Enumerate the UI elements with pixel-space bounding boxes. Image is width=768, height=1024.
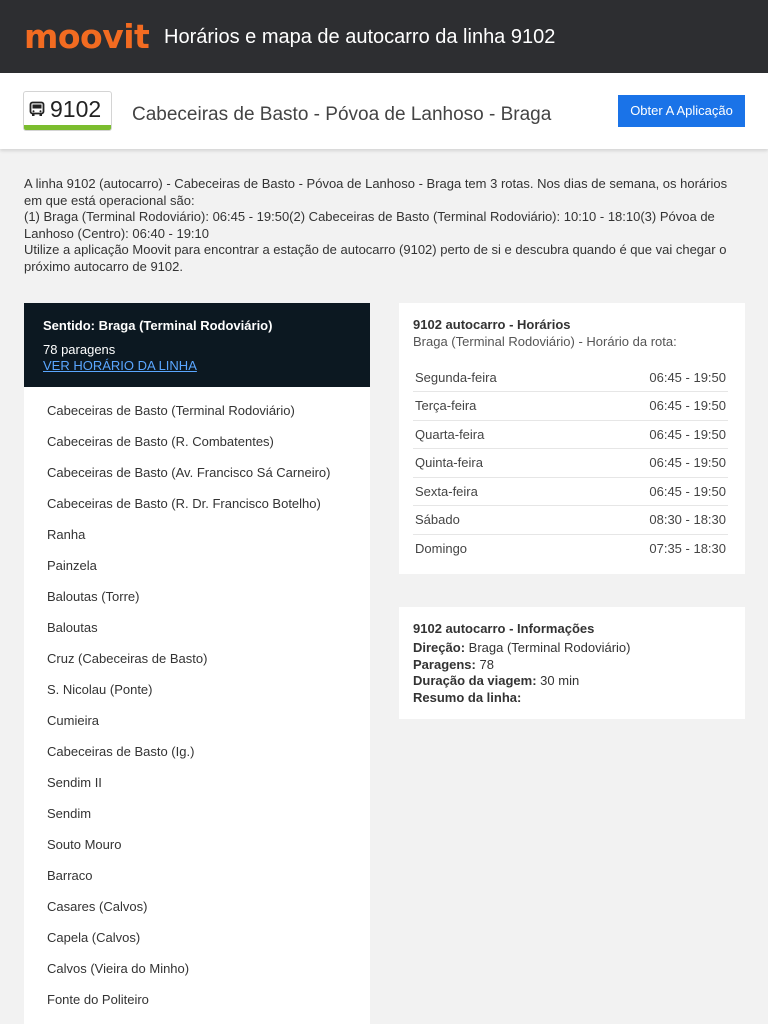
line-description [24,176,748,275]
stop-item[interactable]: Cumieira [47,713,100,728]
description-app: Utilize a aplicação Moovit para encontrar a estação de autocarro (9102) perto de si e descubra quando é que vai chegar o próximo autocarro de 9102. [24,242,727,274]
stop-item[interactable]: Baloutas [47,620,98,635]
schedule-day: Sexta-feira [413,477,575,506]
stop-item[interactable]: Casares (Calvos) [47,899,148,914]
stops-count: 78 paragens [43,342,116,357]
stops-list [24,387,370,1023]
stop-item[interactable]: Cruz (Cabeceiras de Basto) [47,651,208,666]
line-badge [23,91,112,131]
schedule-row [413,534,728,563]
bus-icon [29,101,45,117]
info-duration [413,673,731,690]
route-title: Cabeceiras de Basto - Póvoa de Lanhoso - Braga [132,104,552,125]
stop-item[interactable]: Calvos (Vieira do Minho) [47,961,190,976]
info-direction-value: Braga (Terminal Rodoviário) [468,640,631,655]
schedule-table [413,363,728,563]
schedule-day: Domingo [415,541,468,556]
line-header [0,73,768,149]
view-schedule-link[interactable]: VER HORÁRIO DA LINHA [43,358,197,373]
info-direction [413,640,731,657]
schedule-row [413,392,728,421]
schedule-day: Quarta-feira [413,420,575,449]
top-bar [0,0,768,73]
schedule-day: Terça-feira [413,392,575,421]
line-color-stripe [24,125,111,130]
schedule-subtitle: Braga (Terminal Rodoviário) - Horário da rota: [413,334,677,349]
stop-item[interactable]: S. Nicolau (Ponte) [47,682,153,697]
schedule-row [413,363,728,392]
stop-item[interactable]: Barraco [47,868,93,883]
stop-item[interactable]: Fonte do Politeiro [47,992,149,1007]
stop-item[interactable]: Capela (Calvos) [47,930,141,945]
schedule-day: Sábado [413,506,575,535]
schedule-day: Quinta-feira [413,449,575,478]
schedule-row [413,420,728,449]
info-title: 9102 autocarro - Informações [413,621,595,636]
schedule-day: Segunda-feira [413,363,575,392]
info-card [399,607,745,719]
info-stops-value: 78 [479,656,494,672]
description-routes: (1) Braga (Terminal Rodoviário): 06:45 - 19:50(2) Cabeceiras de Basto (Terminal Rodoviário): 10:10 - 18:10(3) Póvoa de Lanhoso (Centro): 06:40 - 19:10 [24,209,715,241]
schedule-time: 06:45 - 19:50 [575,363,728,392]
info-duration-value: 30 min [540,673,580,688]
stop-item[interactable]: Sendim II [47,775,102,790]
schedule-row [413,506,728,535]
route-direction: Sentido: Braga (Terminal Rodoviário) [43,318,273,333]
schedule-row [413,477,728,506]
schedule-card [399,303,745,574]
stops-card-header [24,303,370,387]
info-summary-label: Resumo da linha: [413,689,522,705]
schedule-time: 06:45 - 19:50 [575,392,728,421]
stop-item[interactable]: Cabeceiras de Basto (Terminal Rodoviário) [47,403,295,418]
line-number: 9102 [50,96,102,122]
stop-item[interactable]: Cabeceiras de Basto (R. Combatentes) [47,434,274,449]
stop-item[interactable]: Sendim [47,806,92,821]
info-stops [413,657,731,674]
schedule-time: 06:45 - 19:50 [575,477,728,506]
stop-item[interactable]: Cabeceiras de Basto (Ig.) [47,744,195,759]
stop-item[interactable]: Ranha [47,527,86,542]
stop-item[interactable]: Painzela [47,558,97,573]
schedule-time: 08:30 - 18:30 [575,506,728,535]
schedule-time: 06:45 - 19:50 [575,449,728,478]
info-stops-label: Paragens: [413,656,476,672]
stop-item[interactable]: Baloutas (Torre) [47,589,140,604]
get-app-button[interactable]: Obter A Aplicação [618,95,745,127]
info-direction-label: Direção: [413,640,466,655]
schedule-time: 07:35 - 18:30 [649,541,726,556]
stops-card [24,303,370,1024]
stop-item[interactable]: Souto Mouro [47,837,122,852]
stop-item[interactable]: Cabeceiras de Basto (Av. Francisco Sá Carneiro) [47,465,331,480]
moovit-logo[interactable]: moovit [24,17,150,56]
info-duration-label: Duração da viagem: [413,673,537,688]
info-summary [413,690,731,707]
page-title: Horários e mapa de autocarro da linha 9102 [164,26,556,48]
schedule-title: 9102 autocarro - Horários [413,317,571,332]
schedule-time: 06:45 - 19:50 [575,420,728,449]
schedule-row [413,449,728,478]
description-intro: A linha 9102 (autocarro) - Cabeceiras de Basto - Póvoa de Lanhoso - Braga tem 3 rotas. Nos dias de semana, os horários em que está operacional são: [24,176,728,208]
stop-item[interactable]: Cabeceiras de Basto (R. Dr. Francisco Botelho) [47,496,321,511]
